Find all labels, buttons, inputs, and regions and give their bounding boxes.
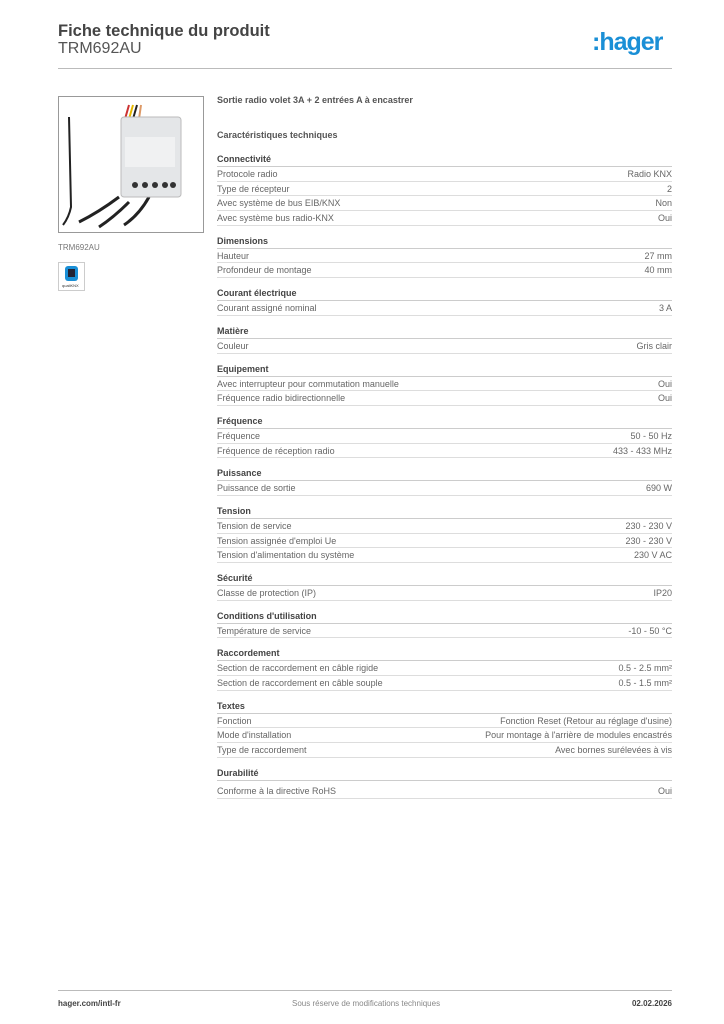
footer-date: 02.02.2026 — [631, 999, 672, 1008]
spec-value: Pour montage à l'arrière de modules encastrés — [485, 730, 672, 741]
characteristics-title: Caractéristiques techniques — [217, 130, 338, 140]
spec-value: 50 - 50 Hz — [630, 430, 672, 441]
quali-knx-badge — [58, 262, 85, 291]
section-heading: Fréquence — [217, 415, 672, 429]
spec-label: Fréquence de réception radio — [217, 445, 335, 456]
spec-label: Courant assigné nominal — [217, 303, 317, 314]
spec-value: -10 - 50 °C — [628, 625, 672, 636]
section-heading: Sécurité — [217, 572, 672, 586]
spec-section — [217, 647, 672, 690]
spec-value: Non — [655, 198, 672, 209]
spec-section — [217, 287, 672, 316]
spec-label: Couleur — [217, 340, 249, 351]
spec-value: Oui — [657, 213, 672, 224]
spec-section — [217, 572, 672, 601]
spec-label: Section de raccordement en câble rigide — [217, 663, 379, 674]
spec-row — [217, 263, 672, 278]
hager-logo: :hager — [592, 28, 663, 56]
page-title: Fiche technique du produit — [58, 22, 270, 40]
section-heading: Tension — [217, 505, 672, 519]
spec-label: Mode d'installation — [217, 730, 292, 741]
spec-label: Température de service — [217, 625, 312, 636]
spec-label: Avec interrupteur pour commutation manuelle — [217, 378, 399, 389]
spec-value: Oui — [657, 785, 672, 796]
spec-label: Tension d'alimentation du système — [217, 550, 355, 561]
spec-label: Tension assignée d'emploi Ue — [217, 535, 337, 546]
spec-section — [217, 767, 672, 799]
spec-label: Profondeur de montage — [217, 265, 312, 276]
spec-sections — [217, 153, 672, 799]
spec-label: Hauteur — [217, 250, 250, 261]
spec-value: Oui — [657, 378, 672, 389]
spec-row — [217, 196, 672, 211]
section-heading: Durabilité — [217, 767, 672, 781]
spec-section — [217, 153, 672, 226]
section-heading: Courant électrique — [217, 287, 672, 301]
spec-row — [217, 784, 672, 799]
spec-section — [217, 700, 672, 758]
spec-label: Avec système bus radio-KNX — [217, 213, 334, 224]
section-heading: Dimensions — [217, 235, 672, 249]
spec-label: Tension de service — [217, 520, 292, 531]
spec-section — [217, 363, 672, 406]
section-heading: Equipement — [217, 363, 672, 377]
spec-value: IP20 — [653, 588, 672, 598]
spec-row — [217, 661, 672, 676]
spec-row — [217, 391, 672, 406]
spec-section — [217, 610, 672, 639]
spec-label: Classe de protection (IP) — [217, 588, 317, 598]
spec-row — [217, 377, 672, 392]
product-image — [58, 96, 204, 233]
spec-value: 0.5 - 1.5 mm² — [618, 678, 672, 689]
spec-row — [217, 676, 672, 691]
spec-value: 690 W — [645, 483, 672, 494]
spec-row — [217, 548, 672, 563]
spec-section — [217, 325, 672, 354]
spec-label: Fréquence — [217, 430, 261, 441]
spec-section — [217, 467, 672, 496]
section-heading: Puissance — [217, 467, 672, 481]
section-heading: Raccordement — [217, 647, 672, 661]
section-heading: Textes — [217, 700, 672, 714]
spec-row — [217, 182, 672, 197]
spec-value: Oui — [657, 393, 672, 404]
header-divider — [58, 68, 672, 69]
spec-row — [217, 714, 672, 729]
footer-website[interactable]: hager.com/intl-fr — [58, 999, 121, 1008]
spec-value: 230 V AC — [633, 550, 672, 561]
spec-row — [217, 534, 672, 549]
spec-row — [217, 728, 672, 743]
spec-value: 40 mm — [644, 265, 672, 276]
section-heading: Conditions d'utilisation — [217, 610, 672, 624]
spec-row — [217, 444, 672, 459]
spec-section — [217, 505, 672, 563]
spec-label: Type de raccordement — [217, 745, 307, 756]
spec-row — [217, 339, 672, 354]
spec-value: Fonction Reset (Retour au réglage d'usine) — [500, 715, 672, 726]
spec-value: 230 - 230 V — [625, 520, 672, 531]
spec-row — [217, 481, 672, 496]
spec-value: 27 mm — [644, 250, 672, 261]
spec-row — [217, 211, 672, 226]
svg-text:qualiKNX: qualiKNX — [62, 283, 79, 288]
spec-row — [217, 624, 672, 639]
spec-row — [217, 301, 672, 316]
spec-label: Type de récepteur — [217, 183, 290, 194]
product-name: Sortie radio volet 3A + 2 entrées A à encastrer — [217, 95, 413, 105]
spec-label: Fonction — [217, 715, 252, 726]
spec-value: 3 A — [658, 303, 672, 314]
spec-row — [217, 249, 672, 264]
product-reference: TRM692AU — [58, 40, 142, 57]
section-heading: Connectivité — [217, 153, 672, 167]
spec-label: Protocole radio — [217, 169, 278, 179]
image-caption: TRM692AU — [58, 243, 100, 252]
spec-label: Fréquence radio bidirectionnelle — [217, 393, 346, 404]
section-heading: Matière — [217, 325, 672, 339]
spec-value: Avec bornes surélevées à vis — [555, 745, 672, 756]
spec-row — [217, 586, 672, 601]
spec-label: Puissance de sortie — [217, 483, 296, 494]
spec-row — [217, 519, 672, 534]
footer-divider — [58, 990, 672, 991]
spec-value: 433 - 433 MHz — [612, 445, 672, 456]
spec-label: Section de raccordement en câble souple — [217, 678, 383, 689]
spec-section — [217, 415, 672, 458]
spec-label: Conforme à la directive RoHS — [217, 785, 337, 796]
spec-section — [217, 235, 672, 278]
spec-value: Gris clair — [636, 340, 672, 351]
spec-value: 2 — [666, 183, 672, 194]
spec-row — [217, 167, 672, 182]
footer-disclaimer: Sous réserve de modifications techniques — [292, 999, 441, 1008]
spec-row — [217, 429, 672, 444]
spec-value: 230 - 230 V — [625, 535, 672, 546]
spec-value: Radio KNX — [627, 169, 672, 179]
spec-row — [217, 743, 672, 758]
spec-value: 0.5 - 2.5 mm² — [618, 663, 672, 674]
spec-label: Avec système de bus EIB/KNX — [217, 198, 341, 209]
